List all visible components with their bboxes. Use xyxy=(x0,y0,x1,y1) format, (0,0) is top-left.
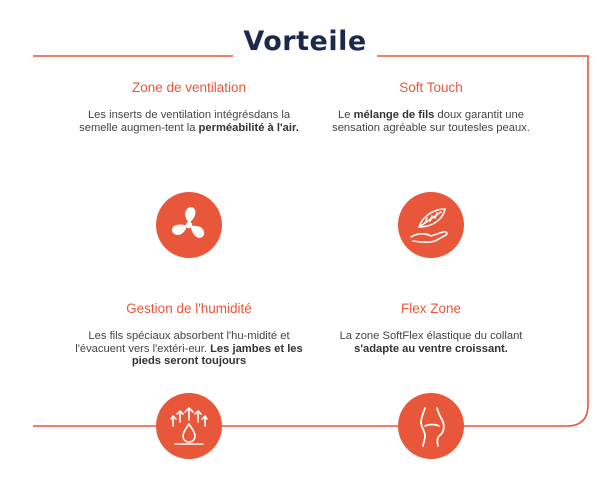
feature-title: Zone de ventilation xyxy=(131,80,247,95)
feature-moisture xyxy=(74,301,304,368)
feature-title: Gestion de l'humidité xyxy=(126,301,252,316)
feature-description: La zone SoftFlex élastique du collant s'adapte au ventre croissant. xyxy=(339,330,523,355)
moisture-arrows-icon xyxy=(156,393,222,459)
feature-flex-zone xyxy=(316,301,546,355)
belly-icon xyxy=(398,393,464,459)
page-title: Vorteile xyxy=(0,26,610,57)
feature-ventilation xyxy=(74,80,304,134)
feature-description: Les inserts de ventilation intégrésdans la semelle augmen-tent la perméabilité à l'air. xyxy=(79,109,299,134)
feature-title: Flex Zone xyxy=(400,301,462,316)
feature-soft-touch xyxy=(316,80,546,134)
feature-description: Les fils spéciaux absorbent l'hu-midité et l'évacuent vers l'extéri-eur. Les jambes et les pieds seront toujours xyxy=(75,330,303,367)
feather-hand-icon xyxy=(398,192,464,258)
feature-description: Le mélange de fils doux garantit une sensation agréable sur toutesles peaux. xyxy=(332,109,530,134)
feature-title: Soft Touch xyxy=(399,80,463,95)
fan-icon xyxy=(156,192,222,258)
